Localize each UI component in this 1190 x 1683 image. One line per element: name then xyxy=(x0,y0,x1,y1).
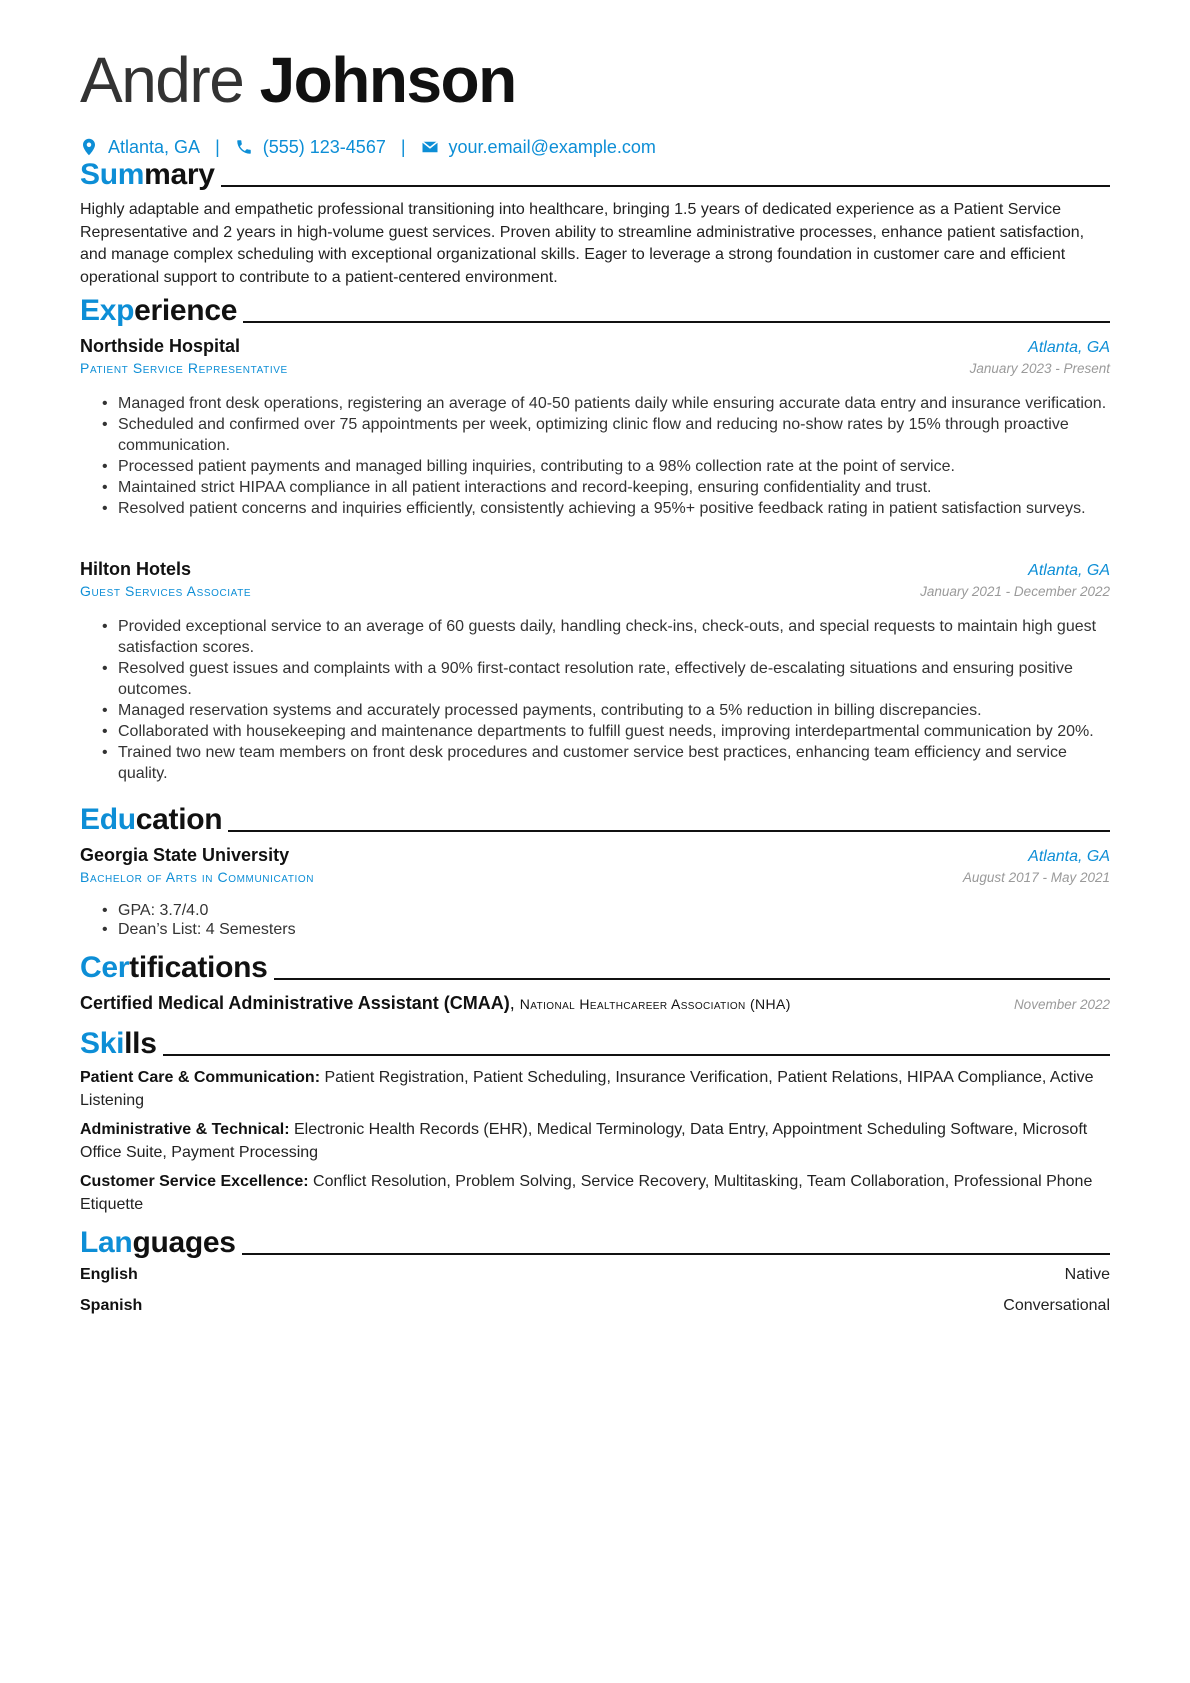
summary-text: Highly adaptable and empathetic professional transitioning into healthcare, bringing 1.5 years of dedicated experience as a Patient Service Representative and 2 years in high-volume guest services. Proven ability to streamline administrative processes, enhance patient satisfaction, and manage complex scheduling with exceptional organizational skills. Eager to leverage a strong foundation in customer care and efficient operational support to contribute to a patient-centered environment. xyxy=(80,201,1085,286)
education-heading xyxy=(80,802,1110,838)
contact-separator: | xyxy=(400,136,406,157)
job-bullets xyxy=(100,616,1110,784)
education-header xyxy=(80,845,1110,866)
email-link[interactable]: your.email@example.com xyxy=(448,136,656,157)
section-title: Experience xyxy=(80,294,238,327)
school-name: Georgia State University xyxy=(80,845,290,865)
employer-name: Hilton Hotels xyxy=(80,559,191,579)
section-rule xyxy=(221,185,1110,187)
job-header xyxy=(80,559,1110,580)
language-row xyxy=(80,1266,1110,1284)
certification-detail: Certified Medical Administrative Assistant (CMAA), National Healthcareer Association (NHA) xyxy=(80,993,791,1013)
section-rule xyxy=(163,1054,1110,1056)
list-item: • Processed patient payments and managed billing inquiries, contributing to a 98% collection rate at the point of service. xyxy=(100,456,1110,477)
section-title: Education xyxy=(80,803,223,836)
job-bullets xyxy=(100,393,1110,519)
education-subheader xyxy=(80,869,1110,885)
section-title: Certifications xyxy=(80,951,268,984)
list-item: • Collaborated with housekeeping and maintenance departments to fulfill guest needs, improving interdepartmental communication by 20%. xyxy=(100,721,1110,742)
certification-issuer: National Healthcareer Association (NHA) xyxy=(519,996,791,1012)
job-title: Patient Service Representative xyxy=(80,360,288,376)
skill-group xyxy=(80,1067,1110,1112)
list-item: • Resolved patient concerns and inquiries efficiently, consistently achieving a 95%+ positive feedback rating in patient satisfaction surveys. xyxy=(100,498,1110,519)
languages-heading xyxy=(80,1225,1110,1261)
list-item: • Managed front desk operations, registering an average of 40-50 patients daily while ensuring accurate data entry and insurance verification. xyxy=(100,393,1110,414)
language-name: English xyxy=(80,1266,138,1283)
email-item[interactable] xyxy=(421,137,656,158)
list-item: • Provided exceptional service to an average of 60 guests daily, handling check-ins, check-outs, and special requests to maintain high guest satisfaction scores. xyxy=(100,616,1110,658)
section-title: Skills xyxy=(80,1027,157,1060)
degree-name: Bachelor of Arts in Communication xyxy=(80,869,315,885)
language-level: Conversational xyxy=(1003,1297,1110,1314)
section-rule xyxy=(242,1253,1110,1255)
envelope-icon xyxy=(421,138,439,156)
education-bullets xyxy=(100,901,1110,939)
phone-icon xyxy=(235,138,253,156)
section-rule xyxy=(228,830,1110,832)
summary-heading xyxy=(80,157,1110,193)
job-dates: January 2023 - Present xyxy=(969,361,1110,376)
job-location: Atlanta, GA xyxy=(1028,339,1110,356)
skill-group-label: Administrative & Technical: xyxy=(80,1121,290,1138)
section-title: Languages xyxy=(80,1226,236,1259)
language-level: Native xyxy=(1064,1266,1110,1283)
job-title: Guest Services Associate xyxy=(80,583,252,599)
certifications-heading xyxy=(80,950,1110,986)
skill-group-items: Conflict Resolution, Problem Solving, Service Recovery, Multitasking, Team Collaboration, Professional Phone Etiquette xyxy=(80,1173,1093,1213)
list-item: • Managed reservation systems and accurately processed payments, contributing to a 5% reduction in billing discrepancies. xyxy=(100,700,1110,721)
list-item: • Dean’s List: 4 Semesters xyxy=(100,920,1110,939)
phone-item[interactable] xyxy=(235,137,386,158)
job-location: Atlanta, GA xyxy=(1028,562,1110,579)
employer-name: Northside Hospital xyxy=(80,336,241,356)
job-subheader xyxy=(80,360,1110,376)
job-header xyxy=(80,336,1110,357)
location-text: Atlanta, GA xyxy=(108,136,201,157)
skill-group-items: Electronic Health Records (EHR), Medical Terminology, Data Entry, Appointment Scheduling Software, Microsoft Office Suite, Payment Processing xyxy=(80,1121,1088,1161)
list-item: • Trained two new team members on front desk procedures and customer service best practices, enhancing team efficiency and service quality. xyxy=(100,742,1110,784)
language-name: Spanish xyxy=(80,1297,143,1314)
skills-heading xyxy=(80,1026,1110,1062)
certification-name: Certified Medical Administrative Assistant (CMAA) xyxy=(80,993,510,1013)
section-title: Summary xyxy=(80,158,215,191)
language-row xyxy=(80,1297,1110,1315)
contact-separator: | xyxy=(215,136,220,157)
phone-text: (555) 123-4567 xyxy=(262,136,386,157)
education-dates: August 2017 - May 2021 xyxy=(962,870,1110,885)
list-item: • Resolved guest issues and complaints with a 90% first-contact resolution rate, effectively de-escalating situations and ensuring positive outcomes. xyxy=(100,658,1110,700)
certification-row xyxy=(80,993,1110,1014)
location-item xyxy=(80,137,200,158)
skill-group xyxy=(80,1171,1110,1216)
school-location: Atlanta, GA xyxy=(1028,848,1110,865)
experience-heading xyxy=(80,293,1110,329)
list-item: • GPA: 3.7/4.0 xyxy=(100,901,1110,920)
candidate-name xyxy=(80,40,516,120)
last-name: Johnson xyxy=(259,44,516,116)
section-rule xyxy=(274,978,1110,980)
certification-date: November 2022 xyxy=(1013,997,1110,1012)
list-item: • Scheduled and confirmed over 75 appointments per week, optimizing clinic flow and reducing no-show rates by 15% through proactive communication. xyxy=(100,414,1110,456)
skill-group-label: Patient Care & Communication: xyxy=(80,1069,321,1086)
skill-group-items: Patient Registration, Patient Scheduling, Insurance Verification, Patient Relations, HIPAA Compliance, Active Listening xyxy=(80,1069,1094,1109)
map-marker-icon xyxy=(80,138,98,156)
first-name: Andre xyxy=(80,44,244,116)
skill-group xyxy=(80,1119,1110,1164)
section-rule xyxy=(243,321,1110,323)
job-subheader xyxy=(80,583,1110,599)
job-dates: January 2021 - December 2022 xyxy=(920,584,1110,599)
list-item: • Maintained strict HIPAA compliance in all patient interactions and record-keeping, ensuring confidentiality and trust. xyxy=(100,477,1110,498)
skill-group-label: Customer Service Excellence: xyxy=(80,1173,309,1190)
